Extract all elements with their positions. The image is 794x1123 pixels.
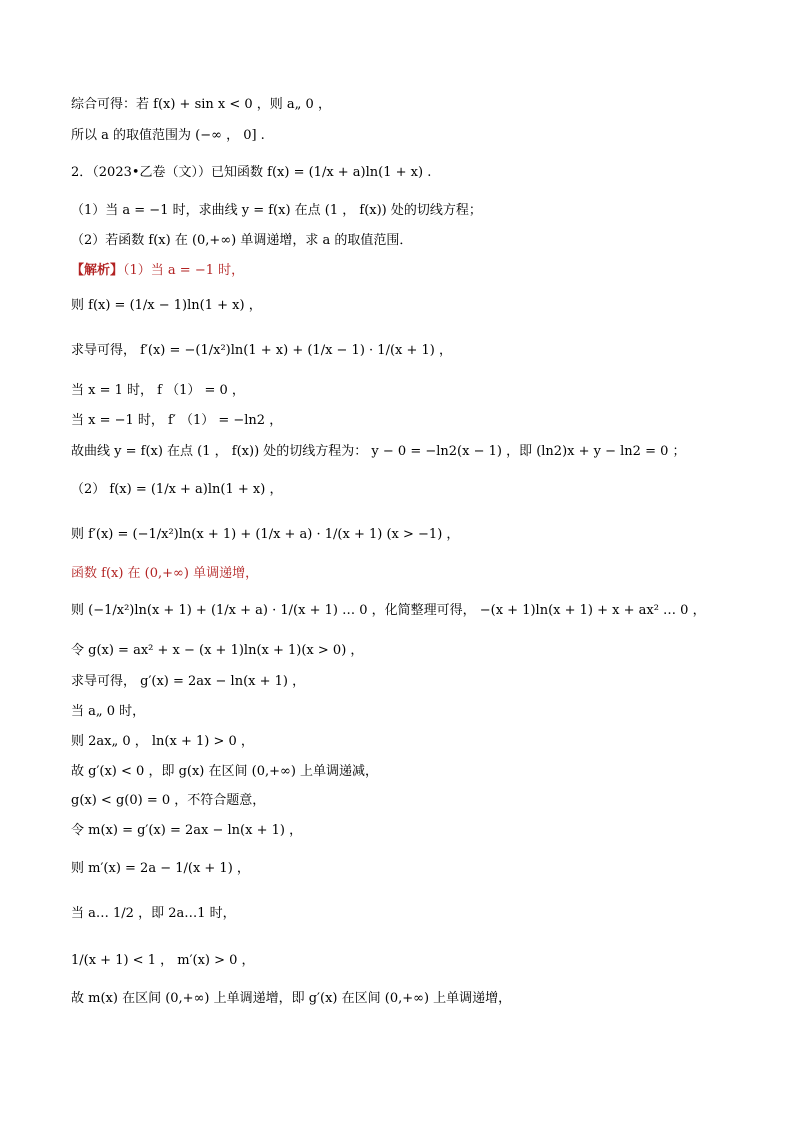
solution-line: 当 x = −1 时， f′ （1） = −ln2 ， xyxy=(71,413,283,428)
solution-line: 函数 f(x) 在 (0,+∞) 单调递增， xyxy=(71,566,259,581)
problem-statement: 2．（2023•乙卷（文））已知函数 f(x) = (1/x + a)ln(1 + x) . xyxy=(71,165,432,180)
solution-line: 令 m(x) = g′(x) = 2ax − ln(x + 1) ， xyxy=(71,823,303,838)
solution-tag: 【解析】 xyxy=(71,263,124,278)
solution-line: 求导可得， f′(x) = −(1/x²)ln(1 + x) + (1/x − 1) · 1/(x + 1) ， xyxy=(71,343,452,358)
solution-heading xyxy=(71,262,244,280)
solution-line: 则 f′(x) = (−1/x²)ln(x + 1) + (1/x + a) · 1/(x + 1) (x > −1) ， xyxy=(71,527,460,542)
range-line: 所以 a 的取值范围为 (−∞ ， 0] . xyxy=(71,128,265,143)
solution-line: 令 g(x) = ax² + x − (x + 1)ln(x + 1)(x > 0) ， xyxy=(71,643,364,658)
solution-line: 则 f(x) = (1/x − 1)ln(1 + x) ， xyxy=(71,298,262,313)
problem-part-2: （2）若函数 f(x) 在 (0,+∞) 单调递增，求 a 的取值范围． xyxy=(71,233,413,248)
solution-line: 当 x = 1 时， f （1） = 0 ， xyxy=(71,383,245,398)
solution-line: 则 2ax„ 0 ， ln(x + 1) > 0 ， xyxy=(71,734,254,749)
solution-line: 1/(x + 1) < 1 ， m′(x) > 0 ， xyxy=(71,953,255,968)
solution-line: 故曲线 y = f(x) 在点 (1 ， f(x)) 处的切线方程为： y − 0 = −ln2(x − 1) ，即 (ln2)x + y − ln2 = 0 ； xyxy=(71,444,686,459)
conclusion-line: 综合可得：若 f(x) + sin x < 0 ，则 a„ 0 ， xyxy=(71,97,331,112)
solution-line: 求导可得， g′(x) = 2ax − ln(x + 1) ， xyxy=(71,674,306,689)
solution-line: 故 g′(x) < 0 ，即 g(x) 在区间 (0,+∞) 上单调递减， xyxy=(71,764,379,779)
problem-part-1: （1）当 a = −1 时，求曲线 y = f(x) 在点 (1 ， f(x)) 处的切线方程； xyxy=(71,203,482,218)
solution-line: 则 (−1/x²)ln(x + 1) + (1/x + a) · 1/(x + 1) … 0 ，化简整理可得， −(x + 1)ln(x + 1) + x + ax² … 0 ， xyxy=(71,603,706,618)
solution-line: 故 m(x) 在区间 (0,+∞) 上单调递增，即 g′(x) 在区间 (0,+∞) 上单调递增， xyxy=(71,991,512,1006)
solution-line: 当 a… 1/2 ，即 2a…1 时， xyxy=(71,906,236,921)
solution-line: 则 m′(x) = 2a − 1/(x + 1) ， xyxy=(71,861,250,876)
solution-line: 当 a„ 0 时， xyxy=(71,704,146,719)
solution-line: g(x) < g(0) = 0 ，不符合题意， xyxy=(71,793,266,808)
solution-heading-text: （1）当 a = −1 时， xyxy=(123,263,245,278)
solution-line: （2） f(x) = (1/x + a)ln(1 + x) ， xyxy=(71,482,283,497)
